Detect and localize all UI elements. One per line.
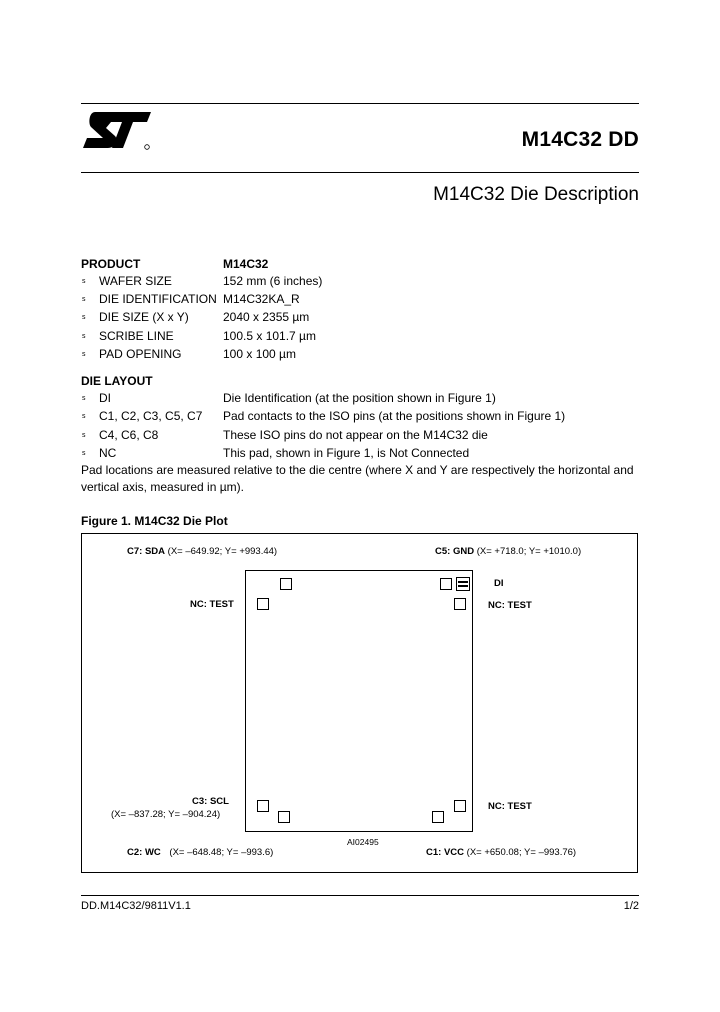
document-id: M14C32 DD <box>521 128 639 151</box>
c7-coordinates: (X= –649.92; Y= +993.44) <box>167 546 278 557</box>
die-outline <box>245 570 473 832</box>
c7-sda-pad <box>280 578 292 590</box>
top-rule <box>81 103 639 104</box>
figure-title: Figure 1. M14C32 Die Plot <box>81 514 228 528</box>
die-layout-item-value: This pad, shown in Figure 1, is Not Connected <box>223 446 470 460</box>
nc-test-pad-top-right <box>454 598 466 610</box>
bullet-icon: s <box>82 450 86 457</box>
c2-pad-label <box>127 847 273 859</box>
die-identification-mark <box>456 577 470 591</box>
die-layout-item-label: DI <box>99 391 111 405</box>
c7-name: C7: SDA <box>127 546 166 557</box>
bullet-icon: s <box>82 278 86 285</box>
c3-coordinates: (X= –837.28; Y= –904.24) <box>111 809 221 820</box>
die-id-mark-line <box>458 585 468 587</box>
c5-pad-label <box>435 546 581 558</box>
st-logo <box>81 108 153 154</box>
figure-reference-code: AI02495 <box>347 837 379 847</box>
product-item-label: PAD OPENING <box>99 347 182 361</box>
die-layout-heading: DIE LAYOUT <box>81 374 153 388</box>
bullet-icon: s <box>82 333 86 340</box>
die-layout-item-value: Die Identification (at the position shown in Figure 1) <box>223 391 496 405</box>
die-layout-item-label: C1, C2, C3, C5, C7 <box>99 409 203 423</box>
product-item-label: DIE SIZE (X x Y) <box>99 310 189 324</box>
product-item-label: SCRIBE LINE <box>99 329 174 343</box>
product-item-label: DIE IDENTIFICATION <box>99 292 217 306</box>
c2-coordinates: (X= –648.48; Y= –993.6) <box>169 847 274 858</box>
die-id-mark-box <box>456 577 470 591</box>
nc-test-pad-bottom-right <box>454 800 466 812</box>
bullet-icon: s <box>82 351 86 358</box>
title-rule <box>81 172 639 173</box>
c7-pad-label <box>127 546 277 558</box>
die-layout-item-value: Pad contacts to the ISO pins (at the positions shown in Figure 1) <box>223 409 566 423</box>
product-item-label: WAFER SIZE <box>99 274 172 288</box>
document-subtitle: M14C32 Die Description <box>433 184 639 205</box>
c2-name: C2: WC <box>127 847 161 858</box>
c1-vcc-pad <box>432 811 444 823</box>
c5-gnd-pad <box>440 578 452 590</box>
die-layout-item-label: NC <box>99 446 117 460</box>
nc-test-label-bottom-right: NC: TEST <box>488 801 532 812</box>
c1-coordinates: (X= +650.08; Y= –993.76) <box>466 847 577 858</box>
c2-wc-pad <box>278 811 290 823</box>
footer-document-code: DD.M14C32/9811V1.1 <box>81 900 191 912</box>
c5-coordinates: (X= +718.0; Y= +1010.0) <box>476 546 582 557</box>
product-item-value: M14C32KA_R <box>223 292 300 306</box>
bullet-icon: s <box>82 296 86 303</box>
footer-page-number: 1/2 <box>623 900 639 912</box>
die-id-mark-line <box>458 581 468 583</box>
nc-test-label-top-right: NC: TEST <box>488 600 532 611</box>
product-heading-value: M14C32 <box>223 257 269 271</box>
footer-rule <box>81 895 639 896</box>
c1-pad-label <box>426 847 576 859</box>
product-item-value: 2040 x 2355 µm <box>223 310 310 324</box>
c3-name: C3: SCL <box>192 796 229 807</box>
bullet-icon: s <box>82 314 86 321</box>
c3-scl-pad <box>257 800 269 812</box>
nc-test-pad-top-left <box>257 598 269 610</box>
c5-name: C5: GND <box>435 546 475 557</box>
product-item-value: 100 x 100 µm <box>223 347 296 361</box>
product-item-value: 100.5 x 101.7 µm <box>223 329 316 343</box>
bullet-icon: s <box>82 413 86 420</box>
product-heading: PRODUCT <box>81 257 141 271</box>
c1-name: C1: VCC <box>426 847 465 858</box>
die-layout-note: Pad locations are measured relative to the die centre (where X and Y are respectively the horizontal and vertical axis, measured in µm). <box>81 463 634 494</box>
nc-test-label-top-left: NC: TEST <box>190 599 234 610</box>
bullet-icon: s <box>82 432 86 439</box>
die-layout-item-value: These ISO pins do not appear on the M14C32 die <box>223 428 488 442</box>
di-label: DI <box>494 578 504 589</box>
die-layout-item-label: C4, C6, C8 <box>99 428 159 442</box>
product-item-value: 152 mm (6 inches) <box>223 274 323 288</box>
bullet-icon: s <box>82 395 86 402</box>
